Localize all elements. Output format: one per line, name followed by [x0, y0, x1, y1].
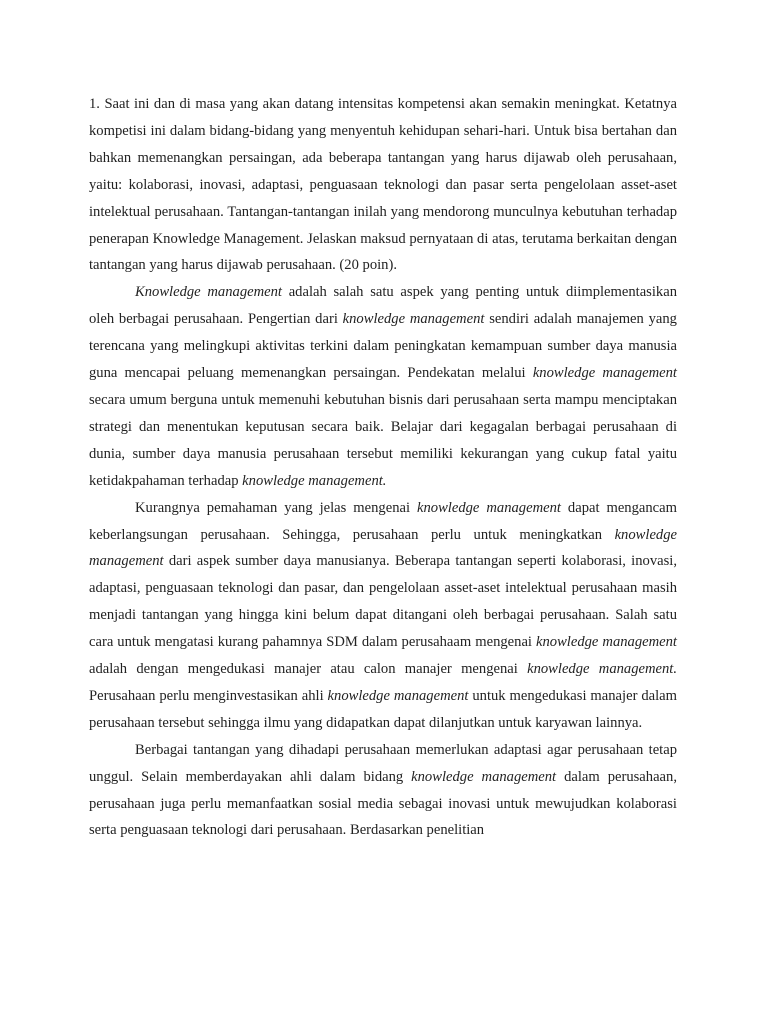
text-segment: untuk mengedukasi manajer dalam perusahaan tersebut sehingga ilmu yang didapatkan dapat dilanjutkan untuk karyawan lainnya. [89, 687, 677, 731]
answer-paragraph-2 [89, 495, 677, 737]
text-segment: dari aspek sumber daya manusianya. Beberapa tantangan seperti kolaborasi, inovasi, adaptasi, penguasaan teknologi dan pasar, dan pengelolaan asset-aset intelektual perusahaan masih menjadi tantangan yang hingga kini belum dapat ditangani oleh berbagai perusahaan. Salah satu cara untuk mengatasi kurang pahamnya SDM dalam perusahaam mengenai [89, 553, 677, 651]
text-segment: dapat mengancam keberlangsungan perusahaan. Sehingga, perusahaan perlu untuk meningkatkan [89, 499, 677, 543]
answer-paragraph-1 [89, 279, 677, 494]
text-segment: knowledge management [532, 365, 677, 382]
text-segment: secara umum berguna untuk memenuhi kebutuhan bisnis dari perusahaan serta mampu menciptakan strategi dan menentukan keputusan secara baik. Belajar dari kegagalan berbagai perusahaan di dunia, sumber daya manusia perusahaan tersebut memiliki kekurangan yang cukup fatal yaitu ketidakpahaman terhadap [89, 391, 677, 489]
text-segment: Kurangnya pemahaman yang jelas mengenai [135, 499, 417, 516]
text-segment: Perusahaan perlu menginvestasikan ahli [89, 687, 328, 704]
text-segment: knowledge management [342, 311, 485, 328]
text-segment: knowledge management. [242, 472, 387, 489]
document-body [89, 91, 677, 844]
text-segment: Berbagai tantangan yang dihadapi perusahaan memerlukan adaptasi agar perusahaan tetap unggul. Selain memberdayakan ahli dalam bidang [89, 741, 677, 785]
text-segment: dalam perusahaan, perusahaan juga perlu memanfaatkan sosial media sebagai inovasi untuk mewujudkan kolaborasi serta penguasaan teknologi dari perusahaan. Berdasarkan penelitian [89, 768, 677, 839]
text-segment: Knowledge management [135, 284, 282, 301]
text-segment: knowledge management [327, 687, 469, 704]
text-segment: knowledge management [89, 526, 677, 570]
answer-paragraph-3 [89, 737, 677, 845]
text-segment: knowledge management [411, 768, 557, 785]
text-segment: adalah dengan mengedukasi manajer atau calon manajer mengenai [89, 661, 528, 678]
text-segment: knowledge management [417, 499, 561, 516]
text-segment: adalah salah satu aspek yang penting untuk diimplementasikan oleh berbagai perusahaan. Pengertian dari [89, 284, 677, 328]
question-paragraph [89, 91, 677, 279]
question-text: Saat ini dan di masa yang akan datang intensitas kompetensi akan semakin meningkat. Ketatnya kompetisi ini dalam bidang-bidang yang menyentuh kehidupan sehari-hari. Untuk bisa bertahan dan bahkan memenangkan persaingan, ada beberapa tantangan yang harus dijawab oleh perusahaan, yaitu: kolaborasi, inovasi, adaptasi, penguasaan teknologi dan pasar serta pengelolaan asset-aset intelektual perusahaan. Tantangan-tantangan inilah yang mendorong munculnya kebutuhan terhadap penerapan Knowledge Management. Jelaskan maksud pernyataan di atas, terutama berkaitan dengan tantangan yang harus dijawab perusahaan. (20 poin). [89, 96, 677, 274]
text-segment: knowledge management. [527, 661, 678, 678]
question-number: 1. [89, 96, 100, 112]
text-segment: knowledge management [536, 634, 677, 651]
text-segment: sendiri adalah manajemen yang terencana yang melingkupi aktivitas terkini dalam peningkatan kemampuan sumber daya manusia guna mencapai peluang memenangkan persaingan. Pendekatan melalui [89, 311, 677, 382]
